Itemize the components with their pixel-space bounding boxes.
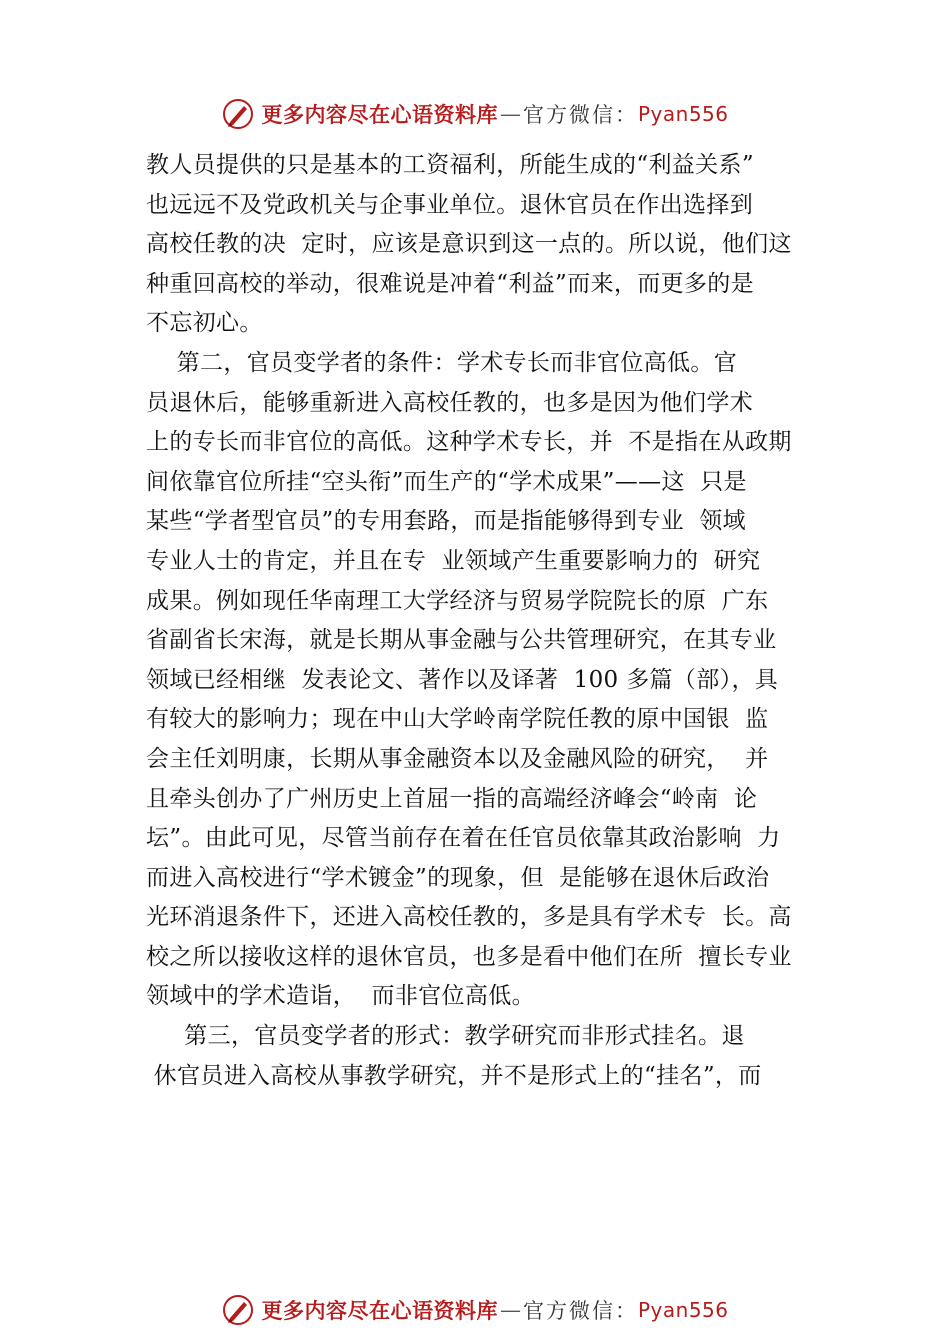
text-line: 会主任刘明康，长期从事金融资本以及金融风险的研究， 并 (146, 745, 769, 772)
pen-logo-icon (221, 1293, 255, 1327)
pen-logo-icon (221, 97, 255, 131)
text-line: 领域已经相继 发表论文、著作以及译著 100 多篇（部），具 (146, 666, 779, 693)
text-line: 而进入高校进行“学术镀金”的现象，但 是能够在退休后政治 (146, 864, 770, 891)
text-line: 上的专长而非官位的高低。这种学术专长，并 不是指在从政期 (146, 429, 792, 456)
banner-wechat-label: 官方微信： (522, 1299, 638, 1323)
text-line: 间依靠官位所挂“空头衔”而生产的“学术成果”——这 只是 (146, 468, 747, 495)
text-line: 第二，官员变学者的条件：学术专长而非官位高低。官 (146, 349, 738, 376)
footer-banner (0, 1288, 950, 1332)
banner-title: 更多内容尽在心语资料库 (261, 102, 498, 127)
banner-title: 更多内容尽在心语资料库 (261, 1298, 498, 1323)
text-line: 领域中的学术造诣， 而非官位高低。 (146, 983, 535, 1010)
text-line: 教人员提供的只是基本的工资福利，所能生成的“利益关系” (146, 152, 754, 178)
text-line: 省副省长宋海，就是长期从事金融与公共管理研究，在其专业 (146, 627, 777, 654)
banner-dash: — (499, 102, 521, 126)
text-line: 也远远不及党政机关与企事业单位。退休官员在作出选择到 (146, 191, 754, 218)
text-line: 员退休后，能够重新进入高校任教的，也多是因为他们学术 (146, 389, 754, 416)
text-line: 校之所以接收这样的退休官员，也多是看中他们在所 擅长专业 (146, 943, 792, 970)
header-banner (0, 92, 950, 136)
banner-wechat-id: Pyan556 (637, 1298, 729, 1322)
text-line: 且牵头创办了广州历史上首屈一指的高端经济峰会“岭南 论 (146, 785, 758, 812)
banner-wechat-id: Pyan556 (637, 102, 729, 126)
text-line: 高校任教的决 定时，应该是意识到这一点的。所以说，他们这 (146, 231, 792, 258)
text-line: 休官员进入高校从事教学研究，并不是形式上的“挂名”，而 (146, 1062, 762, 1089)
document-body (146, 146, 836, 1096)
text-line: 种重回高校的举动，很难说是冲着“利益”而来，而更多的是 (146, 270, 754, 297)
text-line: 成果。例如现任华南理工大学经济与贸易学院院长的原 广东 (146, 587, 769, 614)
text-line: 有较大的影响力；现在中山大学岭南学院任教的原中国银 监 (146, 706, 769, 733)
text-line: 坛”。由此可见，尽管当前存在着在任官员依靠其政治影响 力 (146, 825, 781, 852)
text-line: 专业人士的肯定，并且在专 业领域产生重要影响力的 研究 (146, 547, 761, 574)
banner-dash: — (499, 1298, 521, 1322)
text-line: 某些“学者型官员”的专用套路，而是指能够得到专业 领域 (146, 508, 746, 535)
text-line: 不忘初心。 (146, 310, 263, 337)
banner-wechat-label: 官方微信： (522, 103, 638, 127)
text-line: 光环消退条件下，还进入高校任教的，多是具有学术专 长。高 (146, 904, 792, 931)
text-line: 第三，官员变学者的形式：教学研究而非形式挂名。退 (146, 1023, 745, 1050)
